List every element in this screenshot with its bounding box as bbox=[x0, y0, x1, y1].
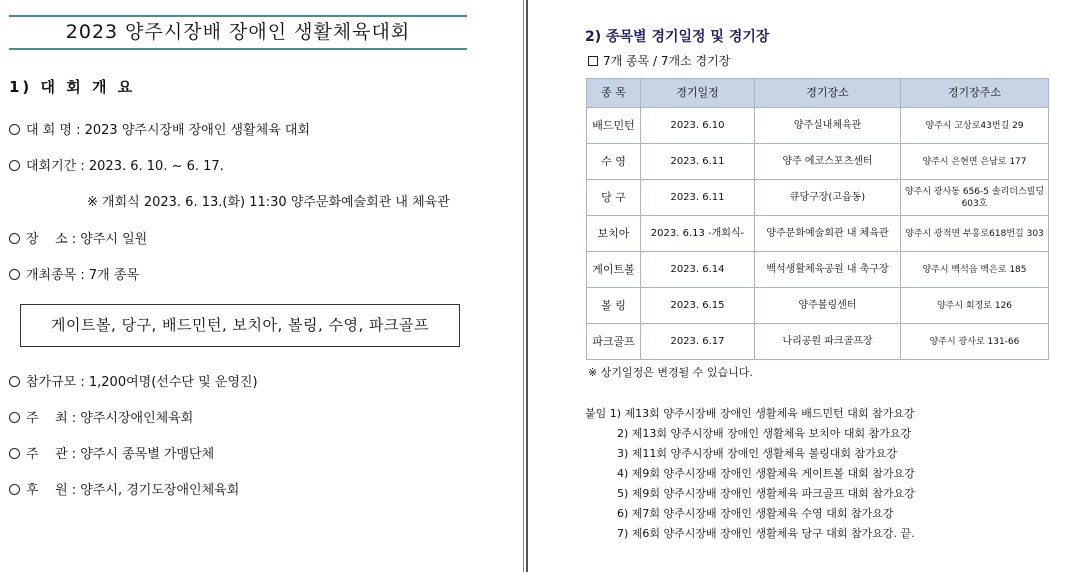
cell-address: 양주시 광사로 131-66 bbox=[901, 324, 1049, 360]
circle-bullet-icon bbox=[9, 376, 20, 387]
cell-venue: 양주문화예술회관 내 체육관 bbox=[755, 216, 901, 252]
info-label: 후 원 bbox=[26, 483, 68, 498]
info-value: : 1,200여명(선수단 및 운영진) bbox=[80, 375, 258, 390]
cell-address: 양주시 광적면 부흥로618번길 303 bbox=[901, 216, 1049, 252]
info-value: : 양주시장애인체육회 bbox=[71, 411, 194, 426]
cell-date: 2023. 6.11 bbox=[641, 180, 755, 216]
attachment-item: 7) 제6회 양주시장배 장애인 생활체육 당구 대회 참가요강. 끝. bbox=[617, 527, 915, 540]
info-row-event-name bbox=[9, 119, 310, 138]
info-label: 장 소 bbox=[26, 232, 68, 247]
schedule-change-note: ※ 상기일정은 변경될 수 있습니다. bbox=[588, 366, 753, 379]
section1-heading: 1) 대 회 개 요 bbox=[9, 78, 136, 96]
col-header: 경기장소 bbox=[755, 79, 901, 108]
circle-bullet-icon bbox=[9, 448, 20, 459]
schedule-subheading bbox=[588, 52, 730, 69]
table-row bbox=[587, 180, 1049, 216]
info-value: : 7개 종목 bbox=[80, 268, 139, 283]
cell-date: 2023. 6.15 bbox=[641, 288, 755, 324]
cell-address: 양주시 광사동 656-5 솔리더스빌딩 603호 bbox=[901, 180, 1049, 216]
info-row-host bbox=[9, 407, 193, 426]
section2-heading: 2) 종목별 경기일정 및 경기장 bbox=[585, 29, 770, 45]
schedule-table bbox=[586, 78, 1049, 360]
info-label: 개최종목 bbox=[26, 268, 77, 283]
cell-sport: 당 구 bbox=[587, 180, 641, 216]
circle-bullet-icon bbox=[9, 160, 20, 171]
circle-bullet-icon bbox=[9, 233, 20, 244]
cell-venue: 양주 에코스포츠센터 bbox=[755, 144, 901, 180]
info-value: : 양주시 일원 bbox=[71, 232, 148, 247]
info-label: 주 관 bbox=[26, 447, 68, 462]
cell-date: 2023. 6.17 bbox=[641, 324, 755, 360]
info-value: : 2023. 6. 10. ~ 6. 17. bbox=[80, 159, 224, 174]
table-row bbox=[587, 252, 1049, 288]
table-row bbox=[587, 216, 1049, 252]
cell-sport: 볼 링 bbox=[587, 288, 641, 324]
cell-sport: 파크골프 bbox=[587, 324, 641, 360]
cell-sport: 보치아 bbox=[587, 216, 641, 252]
subheading-text: 7개 종목 / 7개소 경기장 bbox=[603, 54, 731, 68]
attachment-item: 붙임 1) 제13회 양주시장배 장애인 생활체육 배드민턴 대회 참가요강 bbox=[585, 407, 915, 420]
attachment-item: 4) 제9회 양주시장배 장애인 생활체육 게이트볼 대회 참가요강 bbox=[617, 467, 915, 480]
attachment-item: 3) 제11회 양주시장배 장애인 생활체육 볼링대회 참가요강 bbox=[617, 447, 898, 460]
cell-date: 2023. 6.13 -개회식- bbox=[641, 216, 755, 252]
table-header-row bbox=[587, 79, 1049, 108]
cell-venue: 백석생활체육공원 내 축구장 bbox=[755, 252, 901, 288]
page-gutter bbox=[520, 0, 530, 572]
info-row-scale bbox=[9, 371, 258, 390]
circle-bullet-icon bbox=[9, 412, 20, 423]
cell-sport: 수 영 bbox=[587, 144, 641, 180]
cell-venue: 양주실내체육관 bbox=[755, 108, 901, 144]
cell-sport: 게이트볼 bbox=[587, 252, 641, 288]
cell-venue: 나리공원 파크골프장 bbox=[755, 324, 901, 360]
table-row bbox=[587, 324, 1049, 360]
cell-date: 2023. 6.14 bbox=[641, 252, 755, 288]
cell-address: 양주시 고상로43번길 29 bbox=[901, 108, 1049, 144]
cell-venue: 큐당구장(고읍동) bbox=[755, 180, 901, 216]
info-label: 대 회 명 bbox=[26, 123, 72, 138]
square-bullet-icon bbox=[588, 56, 598, 66]
cell-address: 양주시 회정로 126 bbox=[901, 288, 1049, 324]
col-header: 종 목 bbox=[587, 79, 641, 108]
cell-sport: 배드민턴 bbox=[587, 108, 641, 144]
cell-venue: 양주볼링센터 bbox=[755, 288, 901, 324]
col-header: 경기장주소 bbox=[901, 79, 1049, 108]
sports-list-box: 게이트볼, 당구, 배드민턴, 보치아, 볼링, 수영, 파크골프 bbox=[20, 304, 460, 347]
info-label: 대회기간 bbox=[26, 159, 77, 174]
cell-date: 2023. 6.10 bbox=[641, 108, 755, 144]
attachment-item: 5) 제9회 양주시장배 장애인 생활체육 파크골프 대회 참가요강 bbox=[617, 487, 915, 500]
table-row bbox=[587, 108, 1049, 144]
info-value: : 2023 양주시장배 장애인 생활체육 대회 bbox=[76, 123, 311, 138]
opening-ceremony-note: ※ 개회식 2023. 6. 13.(화) 11:30 양주문화예술회관 내 체육관 bbox=[87, 195, 450, 210]
info-label: 참가규모 bbox=[26, 375, 77, 390]
cell-address: 양주시 백석읍 백은로 185 bbox=[901, 252, 1049, 288]
circle-bullet-icon bbox=[9, 269, 20, 280]
info-row-sponsor bbox=[9, 479, 239, 498]
info-row-sports bbox=[9, 264, 139, 283]
info-value: : 양주시, 경기도장애인체육회 bbox=[71, 483, 240, 498]
circle-bullet-icon bbox=[9, 124, 20, 135]
table-row bbox=[587, 288, 1049, 324]
table-row bbox=[587, 144, 1049, 180]
attachment-item: 2) 제13회 양주시장배 장애인 생활체육 보치아 대회 참가요강 bbox=[617, 427, 912, 440]
info-row-period bbox=[9, 155, 224, 174]
col-header: 경기일정 bbox=[641, 79, 755, 108]
attachment-item: 6) 제7회 양주시장배 장애인 생활체육 수영 대회 참가요강 bbox=[617, 507, 894, 520]
document-title: 2023 양주시장배 장애인 생활체육대회 bbox=[9, 15, 467, 50]
info-value: : 양주시 종목별 가맹단체 bbox=[71, 447, 215, 462]
circle-bullet-icon bbox=[9, 484, 20, 495]
cell-address: 양주시 은현면 은남로 177 bbox=[901, 144, 1049, 180]
cell-date: 2023. 6.11 bbox=[641, 144, 755, 180]
info-row-organizer bbox=[9, 443, 214, 462]
info-row-venue bbox=[9, 228, 147, 247]
info-label: 주 최 bbox=[26, 411, 68, 426]
